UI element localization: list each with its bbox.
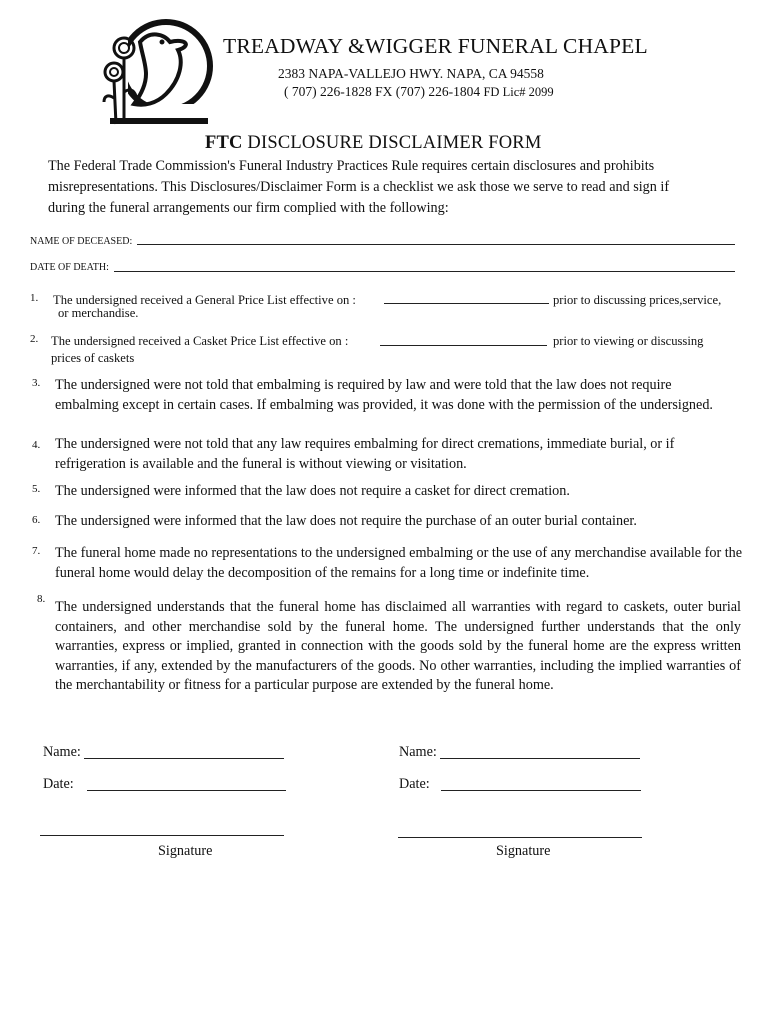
item-number: 6. <box>32 514 41 526</box>
name-field-right[interactable] <box>440 758 640 759</box>
item-number: 4. <box>32 439 41 451</box>
item-8-text: The undersigned understands that the funeral home has disclaimed all warranties with regard to caskets, outer burial containers, and other merchandise sold by the funeral home. The undersigned further understands that the only warranties, express or implied, granted in connection with the goods sold by the funeral home are the express written warranties, if any, extended by the manufacturers of the goods. No other warranties, including the implied warranties of the merchantability or fitness for a particular purpose are extended by the funeral home. <box>55 599 741 694</box>
name-of-deceased-label: NAME OF DECEASED: <box>30 236 133 247</box>
item-2-text-cont: prices of caskets <box>51 351 135 365</box>
name-label-right: Name: <box>399 744 437 760</box>
item-3-text: The undersigned were not told that embalming is required by law and were told that the law does not require embalming except in certain cases. If embalming was provided, it was done with the permission of the undersigned. <box>55 377 713 413</box>
name-label-left: Name: <box>43 744 81 760</box>
item-1-text-cont: or merchandise. <box>58 306 139 320</box>
item-1-text-after: prior to discussing prices,service, <box>553 293 722 307</box>
date-of-death-label: DATE OF DEATH: <box>30 262 109 273</box>
company-phone-line <box>284 84 554 100</box>
date-label-left: Date: <box>43 776 74 792</box>
item-7-text: The funeral home made no representations to the undersigned embalming or the use of any merchandise available for the funeral home would delay the decomposition of the remains for a long time or indefinite time. <box>55 545 743 581</box>
signature-field-right[interactable] <box>398 837 642 838</box>
item-6-text: The undersigned were informed that the law does not require the purchase of an outer burial container. <box>55 513 637 529</box>
item-2-text-after: prior to viewing or discussing <box>553 334 704 348</box>
intro-paragraph <box>48 156 738 219</box>
general-price-list-date-field[interactable] <box>384 303 549 304</box>
company-license: FD Lic# 2099 <box>483 85 554 99</box>
item-1-text: The undersigned received a General Price List effective on : <box>53 293 356 307</box>
form-title <box>205 133 541 154</box>
funeral-chapel-logo <box>100 12 215 130</box>
date-of-death-field[interactable] <box>114 271 735 272</box>
item-number: 2. <box>30 333 39 345</box>
item-number: 7. <box>32 545 41 557</box>
company-phone: ( 707) 226-1828 FX (707) 226-1804 <box>284 84 484 99</box>
signature-label-left: Signature <box>158 843 213 859</box>
item-2-text: The undersigned received a Casket Price List effective on : <box>51 334 349 348</box>
intro-line: misrepresentations. This Disclosures/Disclaimer Form is a checklist we ask those we serve to read and sign if <box>48 179 670 195</box>
intro-line: The Federal Trade Commission's Funeral Industry Practices Rule requires certain disclosures and prohibits <box>48 158 655 174</box>
intro-line: during the funeral arrangements our firm complied with the following: <box>48 200 449 216</box>
date-field-right[interactable] <box>441 790 641 791</box>
name-field-left[interactable] <box>84 758 284 759</box>
form-title-ftc: FTC <box>205 133 243 153</box>
company-address: 2383 NAPA-VALLEJO HWY. NAPA, CA 94558 <box>278 66 544 81</box>
item-5-text: The undersigned were informed that the law does not require a casket for direct cremation. <box>55 483 570 499</box>
item-number: 8. <box>37 593 46 605</box>
item-number: 5. <box>32 483 41 495</box>
date-label-right: Date: <box>399 776 430 792</box>
name-of-deceased-field[interactable] <box>137 244 735 245</box>
item-4-text: The undersigned were not told that any law requires embalming for direct cremations, immediate burial, or if refrigeration is available and the funeral is without viewing or visitation. <box>55 436 675 472</box>
item-number: 1. <box>30 292 39 304</box>
company-name: TREADWAY &WIGGER FUNERAL CHAPEL <box>223 34 648 58</box>
date-field-left[interactable] <box>87 790 286 791</box>
signature-field-left[interactable] <box>40 835 284 836</box>
casket-price-list-date-field[interactable] <box>380 345 547 346</box>
form-title-rest: DISCLOSURE DISCLAIMER FORM <box>242 133 542 153</box>
item-number: 3. <box>32 377 41 389</box>
signature-label-right: Signature <box>496 843 551 859</box>
